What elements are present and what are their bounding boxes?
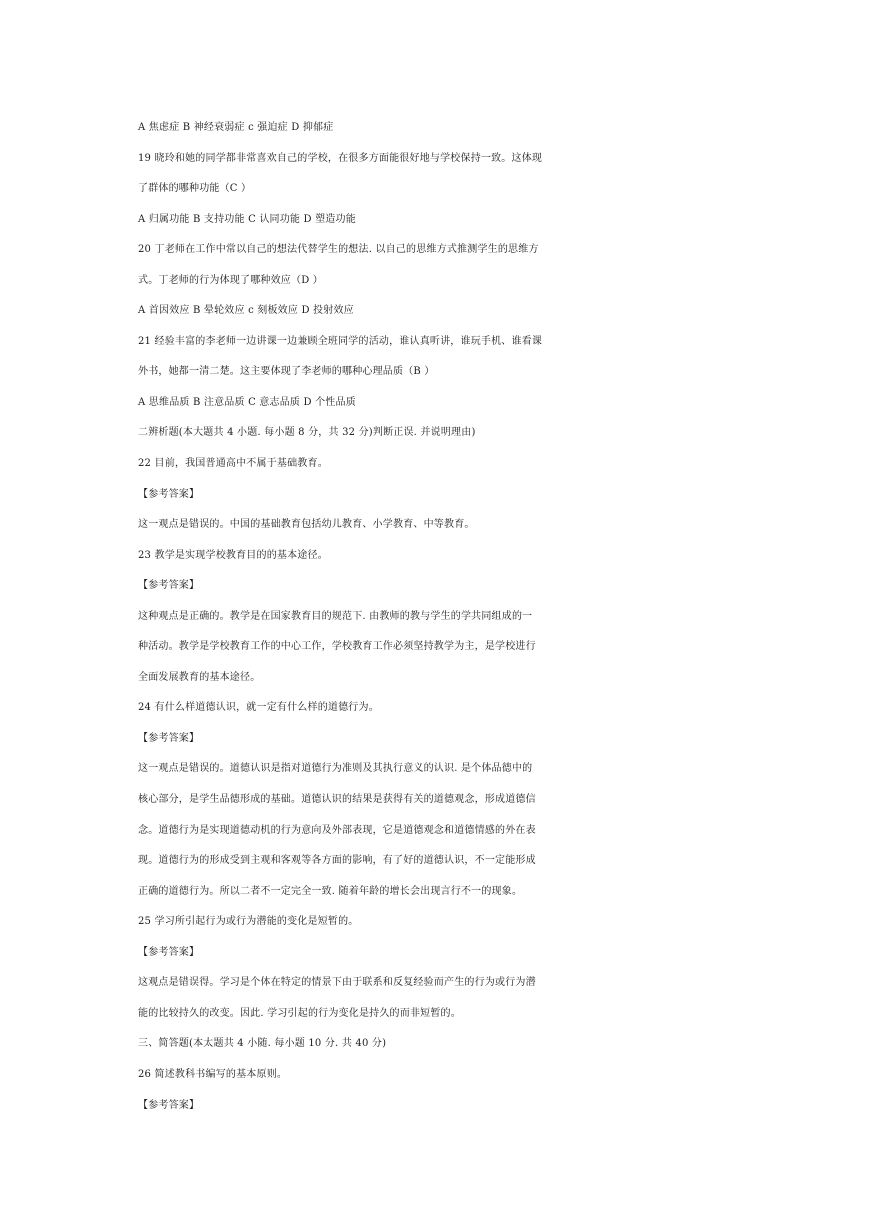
option-line-19: A 归属功能 B 支持功能 C 认同功能 D 塑造功能 [138,213,356,225]
answer-23-line-1: 这种观点是正确的。教学是在国家教育目的规范下. 由教师的教与学生的学共同组成的一 [138,610,533,622]
option-line-20: A 首因效应 B 晕轮效应 c 刻板效应 D 投射效应 [138,305,354,317]
answer-24-line-1: 这一观点是错误的。道德认识是指对道德行为准则及其执行意义的认识. 是个体品德中的 [138,763,533,775]
answer-23-line-3: 全面发展教育的基本途径。 [138,671,261,683]
answer-25-line-2: 能的比较持久的改变。因此. 学习引起的行为变化是持久的而非短暂的。 [138,1007,461,1019]
answer-24-line-2: 核心部分，是学生品德形成的基础。道德认识的结果是获得有关的道德观念，形成道德信 [138,794,536,806]
section-2-heading: 二辨析题(本大题共 4 小题. 每小题 8 分，共 32 分)判断正误. 并说明理由) [138,427,476,439]
answer-24-line-3: 念。道德行为是实现道德动机的行为意向及外部表现，它是道德观念和道德情感的外在表 [138,824,536,836]
question-20-line-1: 20 丁老师在工作中常以自己的想法代替学生的想法. 以自己的思维方式推测学生的思维方 [138,244,539,256]
answer-heading-25: 【参考答案】 [138,946,200,958]
question-21-line-2: 外书，她都一清二楚。这主要体现了李老师的哪种心理品质（B ） [138,366,435,378]
answer-24-line-4: 现。道德行为的形成受到主观和客观等各方面的影响，有了好的道德认识，不一定能形成 [138,855,536,867]
question-19-line-2: 了群体的哪种功能（C ） [138,183,252,195]
question-25: 25 学习所引起行为或行为潜能的变化是短暂的。 [138,916,359,928]
answer-22-line-1: 这一观点是错误的。中国的基础教育包括幼儿教育、小学教育、中等教育。 [138,519,475,531]
option-line-21: A 思维品质 B 注意品质 C 意志品质 D 个性品质 [138,396,356,408]
document-body [138,113,748,1121]
question-19-line-1: 19 晓玲和她的同学都非常喜欢自己的学校，在很多方面能很好地与学校保持一致。这体现 [138,152,543,164]
question-21-line-1: 21 经验丰富的李老师一边讲课一边兼顾全班同学的活动，谁认真听讲，谁玩手机、谁看课 [138,335,543,347]
question-23: 23 教学是实现学校教育目的的基本途径。 [138,549,328,561]
answer-heading-23: 【参考答案】 [138,580,200,592]
question-20-line-2: 式。丁老师的行为体现了哪种效应（D ） [138,274,323,286]
question-26: 26 简述教科书编写的基本原则。 [138,1068,288,1080]
answer-23-line-2: 种活动。教学是学校教育工作的中心工作，学校教育工作必须坚持教学为主，是学校进行 [138,641,536,653]
question-22: 22 目前，我国普通高中不属于基础教育。 [138,458,328,470]
answer-heading-26: 【参考答案】 [138,1099,200,1111]
section-3-heading: 三、简答题(本太题共 4 小随. 每小题 10 分. 共 40 分) [138,1038,387,1050]
answer-heading-22: 【参考答案】 [138,488,200,500]
answer-24-line-5: 正确的道德行为。所以二者不一定完全一致. 随着年龄的增长会出现言行不一的现象。 [138,885,523,897]
answer-heading-24: 【参考答案】 [138,732,200,744]
answer-25-line-1: 这观点是错误得。学习是个体在特定的情景下由于联系和反复经验而产生的行为或行为潜 [138,977,536,989]
question-24: 24 有什么样道德认识，就一定有什么样的道德行为。 [138,702,379,714]
option-line-18: A 焦虑症 B 神经衰弱症 c 强迫症 D 抑郁症 [138,122,334,133]
